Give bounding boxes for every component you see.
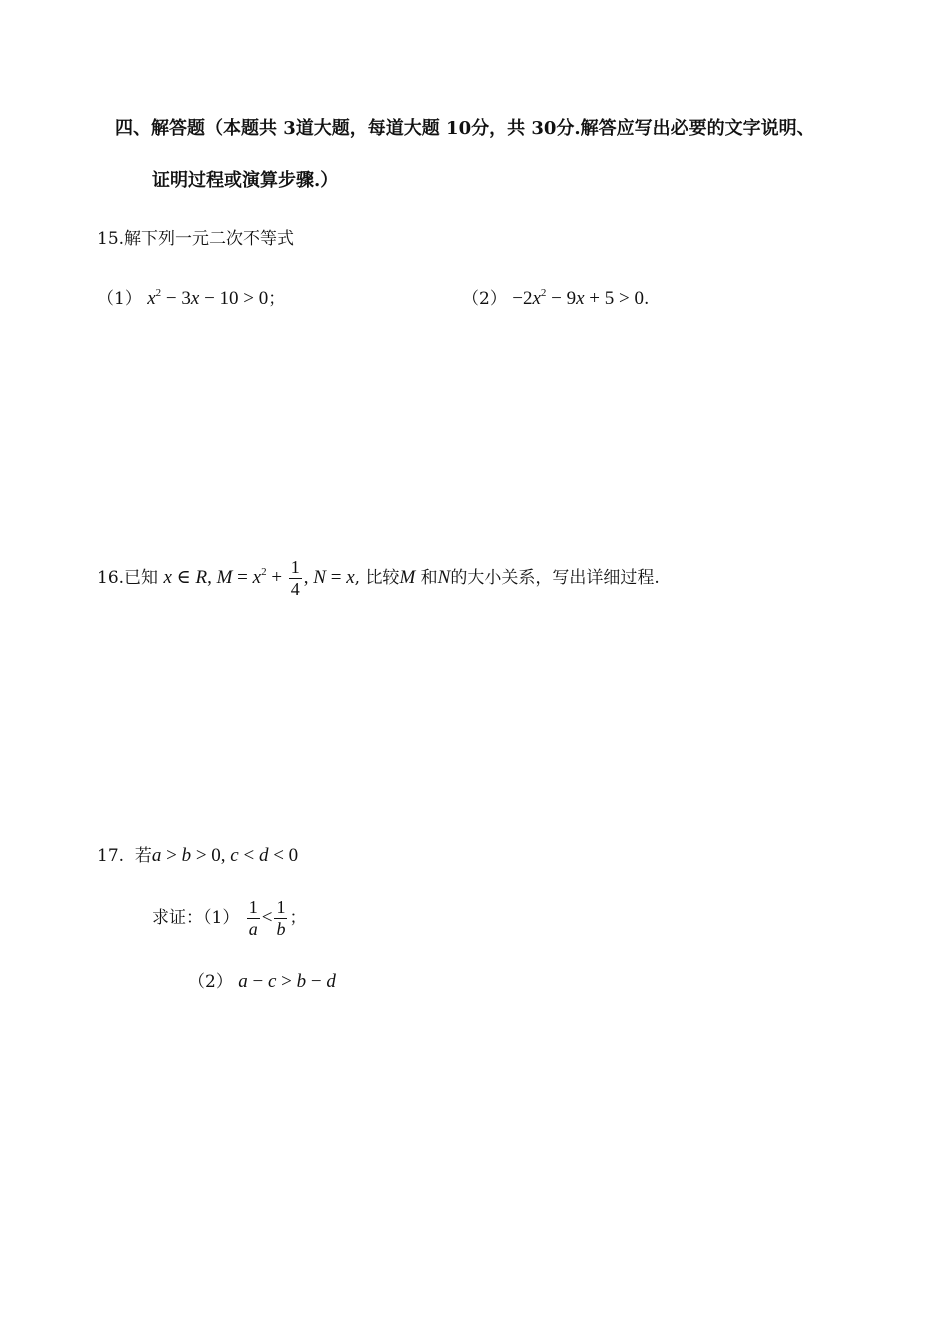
problem-and: 和 [420, 567, 438, 588]
inequality-2: $-2x^2 - 9x + 5 > 0$ [512, 287, 644, 309]
problem-15-part-1 [97, 288, 285, 311]
part-label: （2） [462, 289, 507, 309]
section-title-line2: 证明过程或演算步骤.） [152, 170, 339, 191]
given-expression: x ∈ R, $M = x^2$ + $\frac{1}{4}$ , N = x [163, 557, 355, 599]
fraction-1-over-a: $\frac{1}{a}$ [248, 897, 258, 939]
problem-prefix: 已知 [124, 567, 159, 588]
problem-17-part-2 [188, 971, 336, 994]
problem-15-stem [97, 229, 294, 249]
difference-inequality: a − c > b − d [238, 971, 336, 992]
problem-suffix: 的大小关系，写出详细过程. [450, 567, 660, 588]
fraction-1-over-b: $\frac{1}{b}$ [276, 897, 286, 939]
problem-17-stem [97, 845, 298, 868]
problem-15-part-2 [462, 288, 649, 311]
condition-expression: a > b > 0, c < d < 0 [151, 845, 299, 866]
problem-16-stem: 16.已知 x ∈ R, $M = x^2$ + $\frac{1}{4}$ , N = x, 比较M 和N的大小关系，写出详细过程. [97, 557, 660, 599]
part-tail: ； [289, 907, 307, 928]
inequality-1: $x^2 - 3x - 10 > 0$ [147, 287, 269, 309]
var-N: N [437, 566, 451, 588]
part-tail: . [643, 289, 650, 309]
problem-text: 解下列一元二次不等式 [124, 229, 295, 249]
section-title-line1: 四、解答题（本题共 3道大题，每道大题 10分，共 30分.解答应写出必要的文字说明、 [115, 118, 815, 139]
problem-number: 16. [97, 567, 125, 588]
part-tail: ； [268, 289, 286, 309]
part-label: （1） [203, 907, 240, 928]
reciprocal-inequality: $\frac{1}{a}$ < $\frac{1}{b}$ [248, 897, 286, 939]
problem-17-part-1 [152, 898, 306, 939]
problem-number: 17. [97, 846, 125, 866]
problem-middle: 比较 [365, 567, 400, 588]
problem-number: 15. [97, 229, 125, 249]
var-M: M [399, 566, 416, 588]
problem-prefix: 若 [134, 846, 152, 866]
part-label: （2） [188, 972, 233, 992]
fraction-one-quarter: $\frac{1}{4}$ [290, 557, 300, 599]
proof-label: 求证： [152, 907, 203, 928]
part-label: （1） [97, 289, 142, 309]
